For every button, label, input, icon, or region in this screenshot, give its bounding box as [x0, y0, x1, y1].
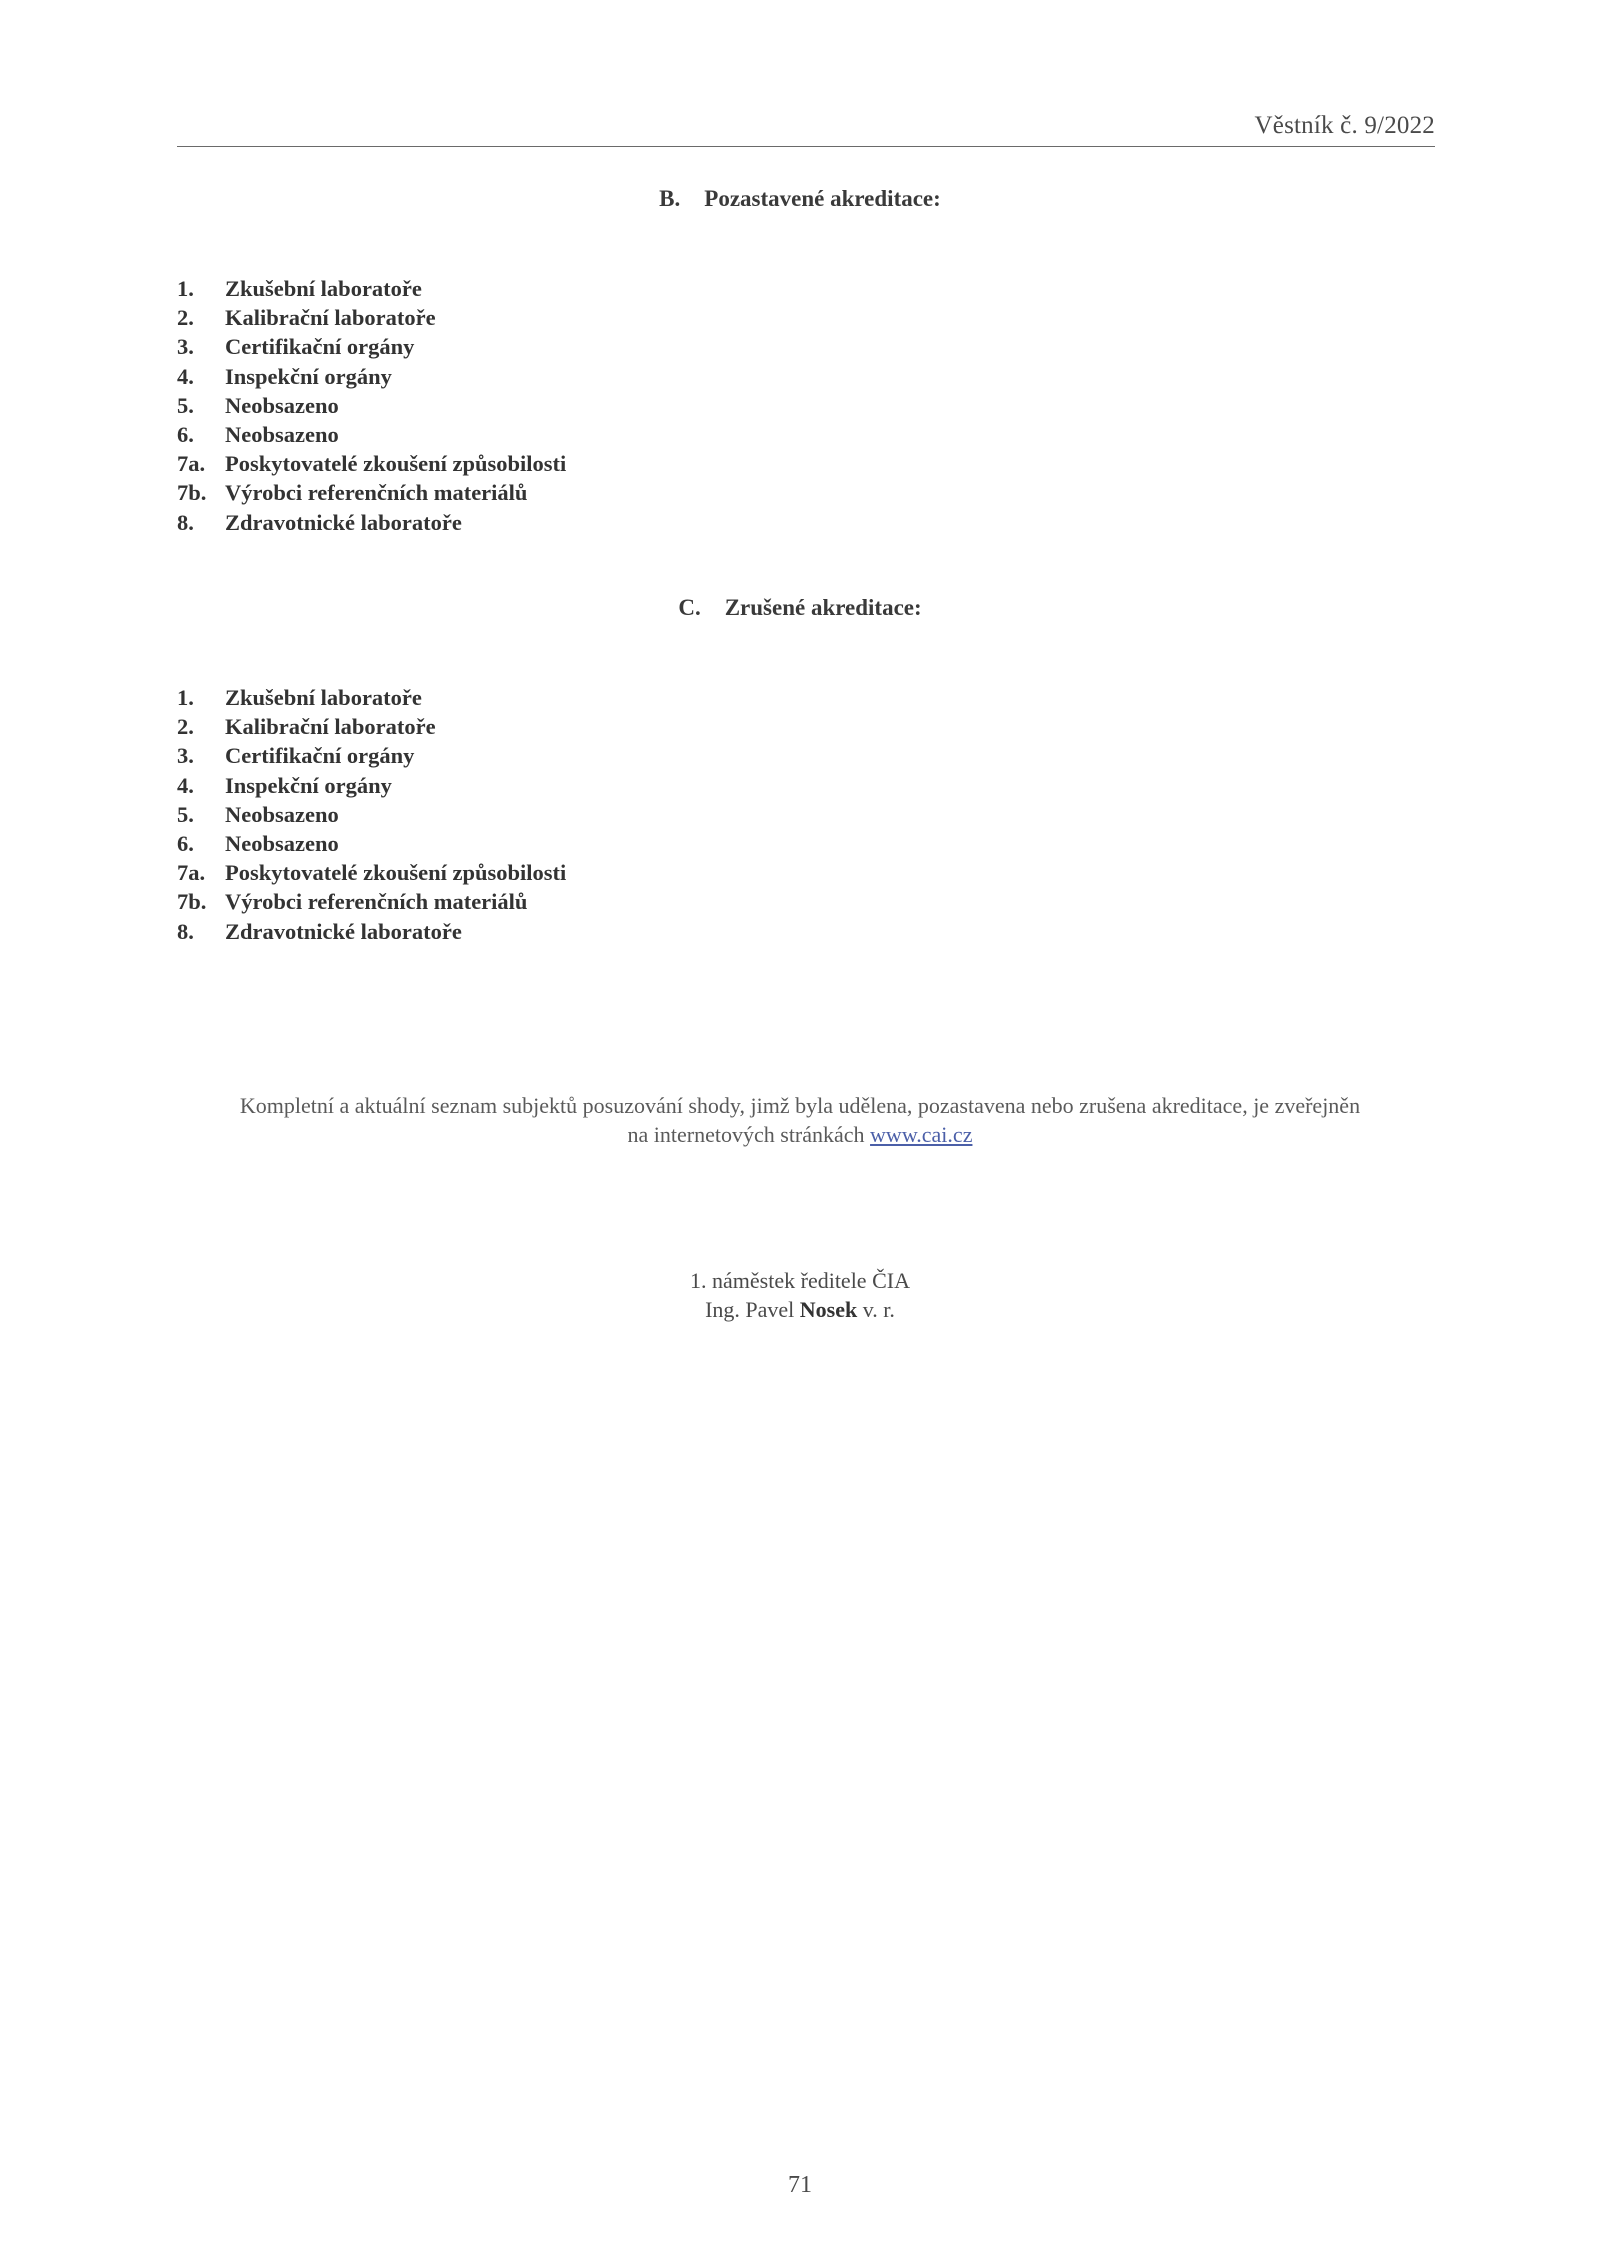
list-item-label: Zkušební laboratoře	[225, 276, 422, 301]
list-item-label: Zdravotnické laboratoře	[225, 918, 462, 944]
section-b-list	[177, 274, 566, 537]
list-item	[177, 771, 566, 800]
list-item-number: 5.	[177, 801, 194, 827]
list-item-label: Zdravotnické laboratoře	[225, 509, 462, 535]
list-item	[177, 887, 566, 916]
signatory-name-line	[0, 1295, 1600, 1324]
list-item	[177, 449, 566, 478]
list-item	[177, 478, 566, 507]
list-item-number: 4.	[177, 772, 194, 798]
list-item	[177, 391, 566, 420]
list-item-label: Výrobci referenčních materiálů	[225, 889, 528, 915]
signatory-role: 1. náměstek ředitele ČIA	[690, 1268, 910, 1293]
list-item-label: Certifikační orgány	[225, 334, 415, 360]
list-item-number: 1.	[177, 276, 194, 301]
list-item-label: Inspekční orgány	[225, 363, 392, 389]
list-item-label: Kalibrační laboratoře	[225, 714, 436, 740]
list-item	[177, 858, 566, 887]
note-line-2	[0, 1120, 1600, 1149]
signatory-name: Ing. Pavel	[705, 1297, 800, 1322]
cai-website-link[interactable]: www.cai.cz	[870, 1122, 973, 1147]
list-item-label: Poskytovatelé zkoušení způsobilosti	[225, 860, 567, 886]
list-item	[177, 712, 566, 741]
list-item-number: 7b.	[177, 480, 207, 506]
list-item-label: Neobsazeno	[225, 392, 339, 418]
section-c-list	[177, 683, 566, 946]
list-item-number: 3.	[177, 743, 194, 769]
list-item-label: Certifikační orgány	[225, 743, 415, 769]
list-item-number: 6.	[177, 831, 194, 857]
header-divider	[177, 146, 1435, 147]
list-item	[177, 741, 566, 770]
signatory-surname: Nosek	[799, 1297, 858, 1322]
list-item	[177, 683, 566, 712]
page-number: 71	[788, 2172, 812, 2198]
section-c-heading	[0, 595, 1600, 621]
list-item-number: 8.	[177, 918, 194, 944]
section-c-letter: C.	[678, 595, 701, 620]
list-item-label: Zkušební laboratoře	[225, 685, 422, 710]
list-item-label: Kalibrační laboratoře	[225, 305, 436, 331]
list-item	[177, 274, 566, 303]
list-item	[177, 420, 566, 449]
signature-block	[0, 1266, 1600, 1324]
list-item	[177, 829, 566, 858]
list-item-label: Poskytovatelé zkoušení způsobilosti	[225, 451, 567, 477]
list-item-number: 7b.	[177, 889, 207, 915]
list-item	[177, 917, 566, 946]
list-item-number: 3.	[177, 334, 194, 360]
list-item-label: Neobsazeno	[225, 422, 339, 448]
list-item-number: 5.	[177, 392, 194, 418]
list-item-number: 2.	[177, 714, 194, 740]
section-b-title: Pozastavené akreditace:	[704, 186, 941, 211]
list-item-number: 4.	[177, 363, 194, 389]
section-b-letter: B.	[659, 186, 681, 211]
list-item	[177, 800, 566, 829]
list-item-label: Neobsazeno	[225, 801, 339, 827]
list-item-number: 2.	[177, 305, 194, 331]
list-item	[177, 303, 566, 332]
list-item-number: 1.	[177, 685, 194, 710]
list-item-label: Výrobci referenčních materiálů	[225, 480, 528, 506]
section-c-title: Zrušené akreditace:	[724, 595, 922, 620]
list-item	[177, 362, 566, 391]
list-item	[177, 508, 566, 537]
signatory-suffix: v. r.	[857, 1297, 895, 1322]
list-item-number: 6.	[177, 422, 194, 448]
section-b-heading	[0, 186, 1600, 212]
note-line-1: Kompletní a aktuální seznam subjektů posuzování shody, jimž byla udělena, pozastavena nebo zrušena akreditace, je zveřejněn	[239, 1093, 1361, 1118]
list-item-label: Inspekční orgány	[225, 772, 392, 798]
accreditation-note	[0, 1091, 1600, 1149]
list-item-label: Neobsazeno	[225, 831, 339, 857]
list-item-number: 7a.	[177, 860, 206, 886]
list-item	[177, 332, 566, 361]
bulletin-title: Věstník č. 9/2022	[1254, 112, 1435, 139]
note-line-2-text: na internetových stránkách	[627, 1122, 871, 1147]
list-item-number: 8.	[177, 509, 194, 535]
list-item-number: 7a.	[177, 451, 206, 477]
